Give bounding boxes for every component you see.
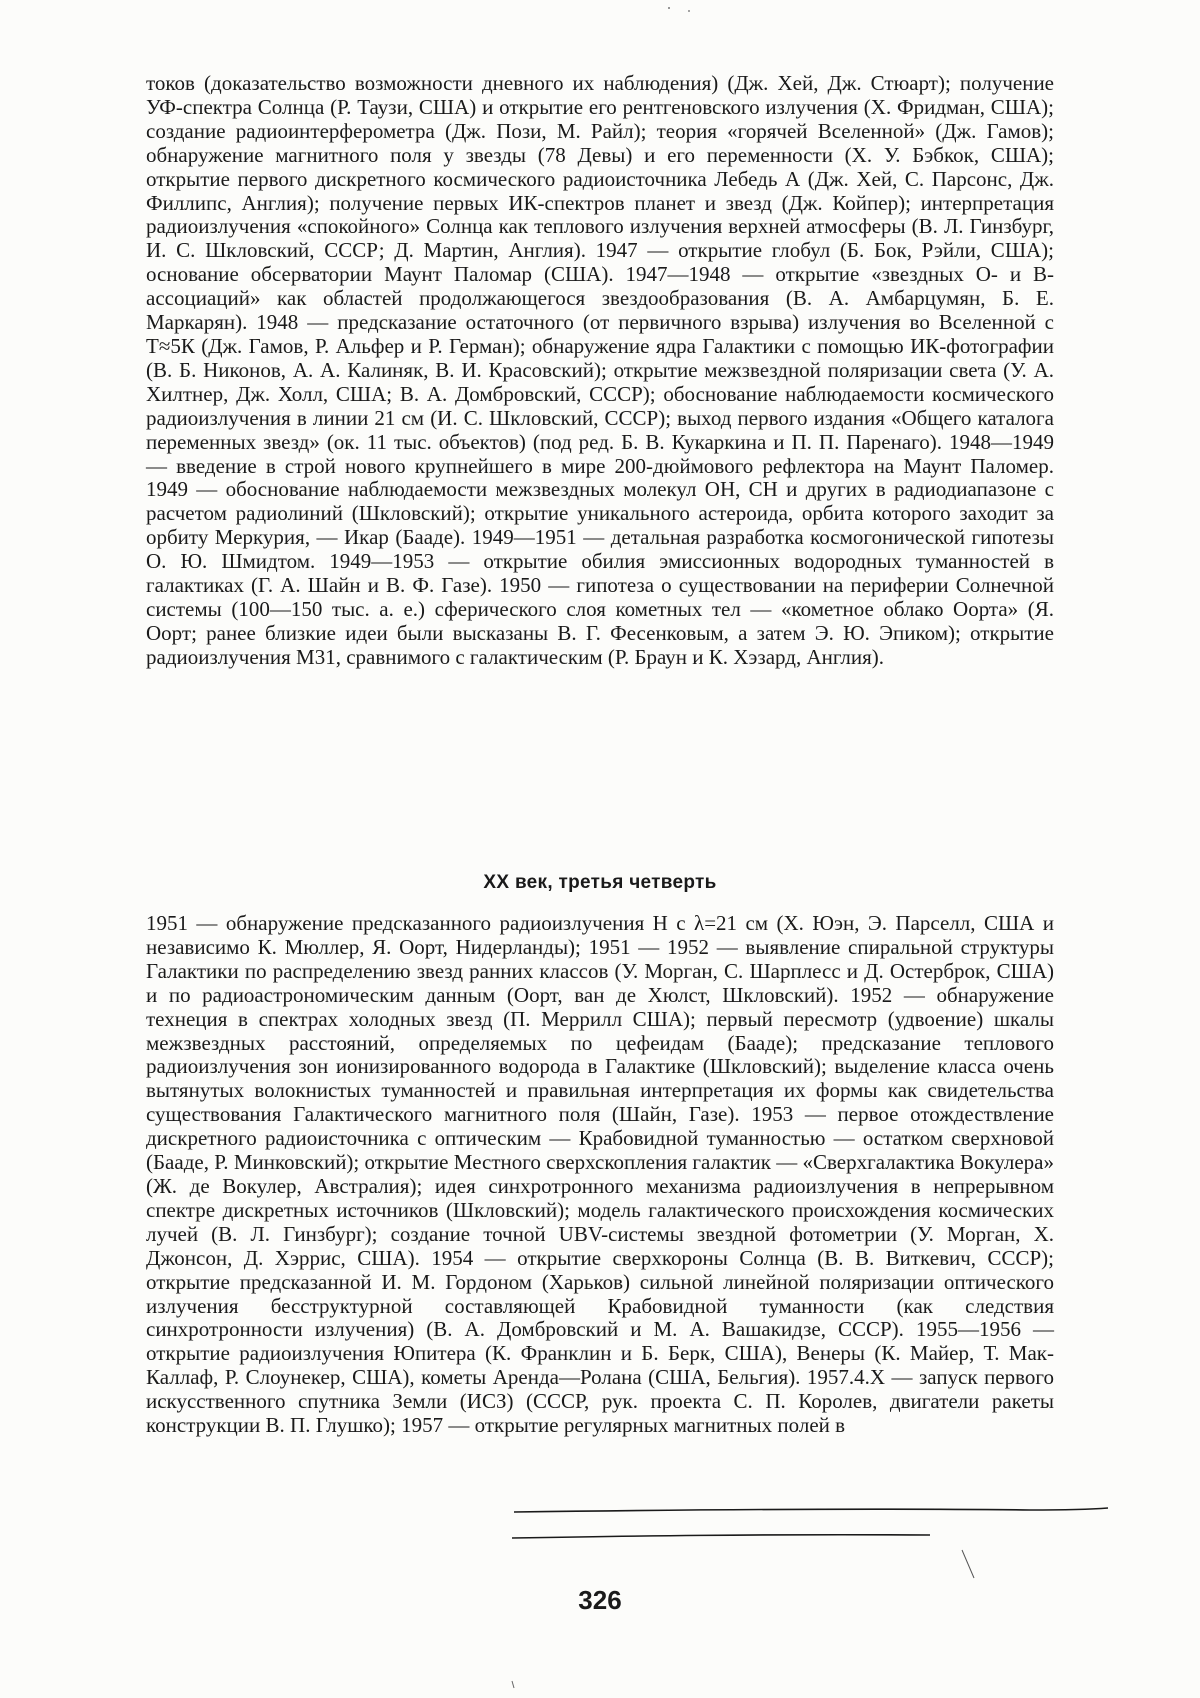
scan-speck <box>665 2 695 16</box>
scan-speck <box>510 1680 518 1690</box>
body-text-bottom <box>146 912 1054 1438</box>
page-number: 326 <box>578 1585 622 1615</box>
paragraph-bottom: 1951 — обнаружение предсказанного радиоизлучения Н с λ=21 см (Х. Юэн, Э. Парселл, США и независимо К. Мюллер, Я. Оорт, Нидерланды); 1951 — 1952 — выявление спиральной структуры Галактики по распределению звезд ранних классов (У. Морган, С. Шарплесс и Д. Остерброк, США) и по радиоастрономическим данным (Оорт, ван де Хюлст, Шкловский). 1952 — обнаружение технеция в спектрах холодных звезд (П. Меррилл США); первый пересмотр (удвоение) шкалы межзвездных расстояний, определяемых по цефеидам (Бааде); предсказание теплового радиоизлучения зон ионизированного водорода в Галактике (Шкловский); выделение класса очень вытянутых волокнистых туманностей и правильная интерпретация их формы как свидетельства существования Галактического магнитного поля (Шайн, Газе). 1953 — первое отождествление дискретного радиоисточника с оптическим — Крабовидной туманностью — остатком сверхновой (Бааде, Р. Минковский); открытие Местного сверхскопления галактик — «Сверхгалактика Вокулера» (Ж. де Вокулер, Австралия); идея синхротронного механизма радиоизлучения в непрерывном спектре дискретных источников (Шкловский); модель галактического происхождения космических лучей (В. Л. Гинзбург); создание точной UBV-системы звездной фотометрии (У. Морган, Х. Джонсон, Д. Хэррис, США). 1954 — открытие сверхкороны Солнца (В. В. Виткевич, СССР); открытие предсказанной И. М. Гордоном (Харьков) сильной линейной поляризации оптического излучения бесструктурной составляющей Крабовидной туманности (как следствия синхротронности излучения) (В. А. Домбровский и М. А. Вашакидзе, СССР). 1955—1956 — открытие радиоизлучения Юпитера (К. Франклин и Б. Берк, США), Венеры (К. Майер, Т. Мак-Каллаф, Р. Слоунекер, США), кометы Аренда—Ролана (США, Бельгия). 1957.4.X — запуск первого искусственного спутника Земли (ИСЗ) (СССР, рук. проекта С. П. Королев, двигатели ракеты конструкции В. П. Глушко); 1957 — открытие регулярных магнитных полей в <box>146 911 1054 1438</box>
section-heading: XX век, третья четверть <box>483 872 717 893</box>
paragraph-top: токов (доказательство возможности дневного их наблюдения) (Дж. Хей, Дж. Стюарт); получение УФ-спектра Солнца (Р. Таузи, США) и открытие его рентгеновского излучения (Х. Фридман, США); создание радиоинтерферометра (Дж. Пози, М. Райл); теория «горячей Вселенной» (Дж. Гамов); обнаружение магнитного поля у звезды (78 Девы) и его переменности (Х. У. Бэбкок, США); открытие первого дискретного космического радиоисточника Лебедь А (Дж. Хей, С. Парсонс, Дж. Филлипс, Англия); получение первых ИК-спектров планет и звезд (Дж. Койпер); интерпретация радиоизлучения «спокойного» Солнца как теплового излучения верхней атмосферы (В. Л. Гинзбург, И. С. Шкловский, СССР; Д. Мартин, Англия). 1947 — открытие глобул (Б. Бок, Рэйли, США); основание обсерватории Маунт Паломар (США). 1947—1948 — открытие «звездных О- и В-ассоциаций» как областей продолжающегося звездообразования (В. А. Амбарцумян, Б. Е. Маркарян). 1948 — предсказание остаточного (от первичного взрыва) излучения во Вселенной с Т≈5К (Дж. Гамов, Р. Альфер и Р. Герман); обнаружение ядра Галактики с помощью ИК-фотографии (В. Б. Никонов, А. А. Калиняк, В. И. Красовский); открытие межзвездной поляризации света (У. А. Хилтнер, Дж. Холл, США; В. А. Домбровский, СССР); обоснование наблюдаемости космического радиоизлучения в линии 21 см (И. С. Шкловский, СССР); выход первого издания «Общего каталога переменных звезд» (ок. 11 тыс. объектов) (под ред. Б. В. Кукаркина и П. П. Паренаго). 1948—1949 — введение в строй нового крупнейшего в мире 200-дюймового рефлектора на Маунт Паломер. 1949 — обоснование наблюдаемости межзвездных молекул OH, CH и других в радиодиапазоне с расчетом радиолиний (Шкловский); открытие уникального астероида, орбита которого заходит за орбиту Меркурия, — Икар (Бааде). 1949—1951 — детальная разработка космогонической гипотезы О. Ю. Шмидтом. 1949—1953 — открытие обилия эмиссионных водородных туманностей в галактиках (Г. А. Шайн и В. Ф. Газе). 1950 — гипотеза о существовании на периферии Солнечной системы (100—150 тыс. а. е.) сферического слоя кометных тел — «кометное облако Оорта» (Я. Оорт; ранее близкие идеи были высказаны В. Г. Фесенковым, а затем Э. Ю. Эпиком); открытие радиоизлучения М31, сравнимого с галактическим (Р. Браун и К. Хэзард, Англия). <box>146 71 1054 669</box>
body-text-top <box>146 72 1054 670</box>
handwritten-underline <box>510 1490 1110 1550</box>
